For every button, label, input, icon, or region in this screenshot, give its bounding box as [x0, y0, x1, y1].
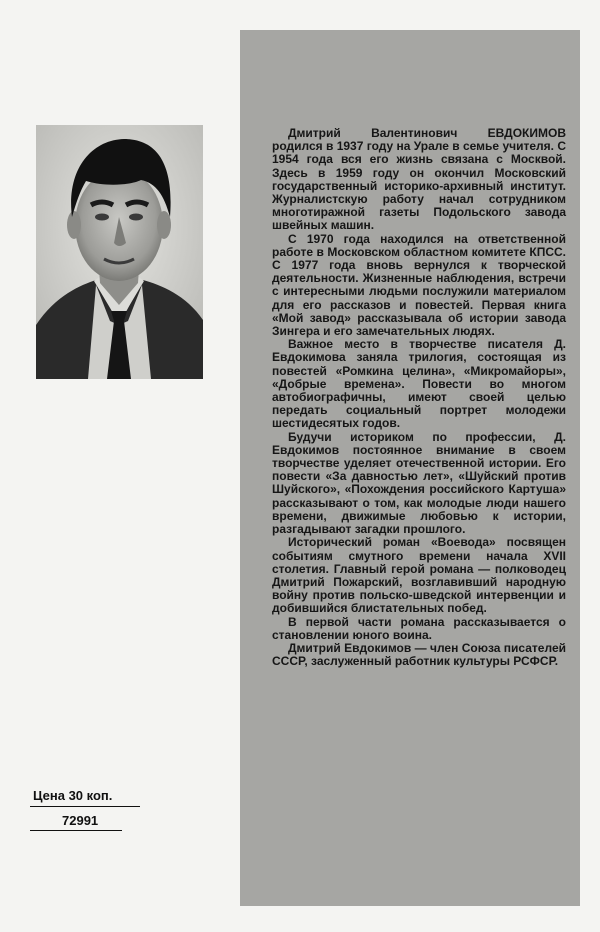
bio-paragraph: С 1970 года находился на ответственной работе в Московском областном комитете КПСС. С 1977 года вновь вернулся к творческой деятельности. Жизненные наблюдения, встречи с интересными людьми послужили материалом для его рассказов и повестей. Первая книга «Мой завод» рассказывала об истории завода Зингера и его замечательных людях. [272, 231, 566, 339]
bio-paragraph: Будучи историком по профессии, Д. Евдокимов постоянное внимание в своем творчестве уделяет отечественной истории. Его повести «За давностью лет», «Шуйский против Шуйского», «Похождения российского Картуша» рассказывают о том, как молодые люди нашего времени, движимые любовью к истории, разгадывают загадки прошлого. [272, 429, 566, 537]
portrait-photo-icon [36, 125, 203, 379]
biography-panel [240, 30, 580, 906]
author-photo [36, 125, 203, 379]
bio-paragraph: В первой части романа рассказывается о становлении юного воина. [272, 614, 566, 642]
price-block [30, 788, 140, 831]
bio-paragraph: Дмитрий Валентинович ЕВДОКИМОВ родился в 1937 году на Урале в семье учителя. С 1954 года вся его жизнь связана с Москвой. Здесь в 1959 году он окончил Московский государственный историко-архивный институт. Журналистскую работу начал сотрудником многотиражной газеты Подольского завода швейных машин. [272, 126, 566, 233]
catalog-code: 72991 [30, 813, 122, 831]
price-label: Цена 30 коп. [30, 788, 140, 807]
bio-paragraph: Исторический роман «Воевода» посвящен событиям смутного времени начала XVII столетия. Главный герой романа — полководец Дмитрий Пожарский, возглавивший народную войну против польско-шведской интервенции и добившийся блистательных побед. [272, 535, 566, 616]
bio-paragraph: Важное место в творчестве писателя Д. Евдокимова заняла трилогия, состоящая из повестей «Ромкина целина», «Микромайоры», «Добрые времена». Повести во многом автобиографичны, имеют своей целью передать социальный портрет молодежи шестидесятых годов. [272, 337, 566, 431]
bio-paragraph: Дмитрий Евдокимов — член Союза писателей СССР, заслуженный работник культуры РСФСР. [272, 640, 566, 669]
